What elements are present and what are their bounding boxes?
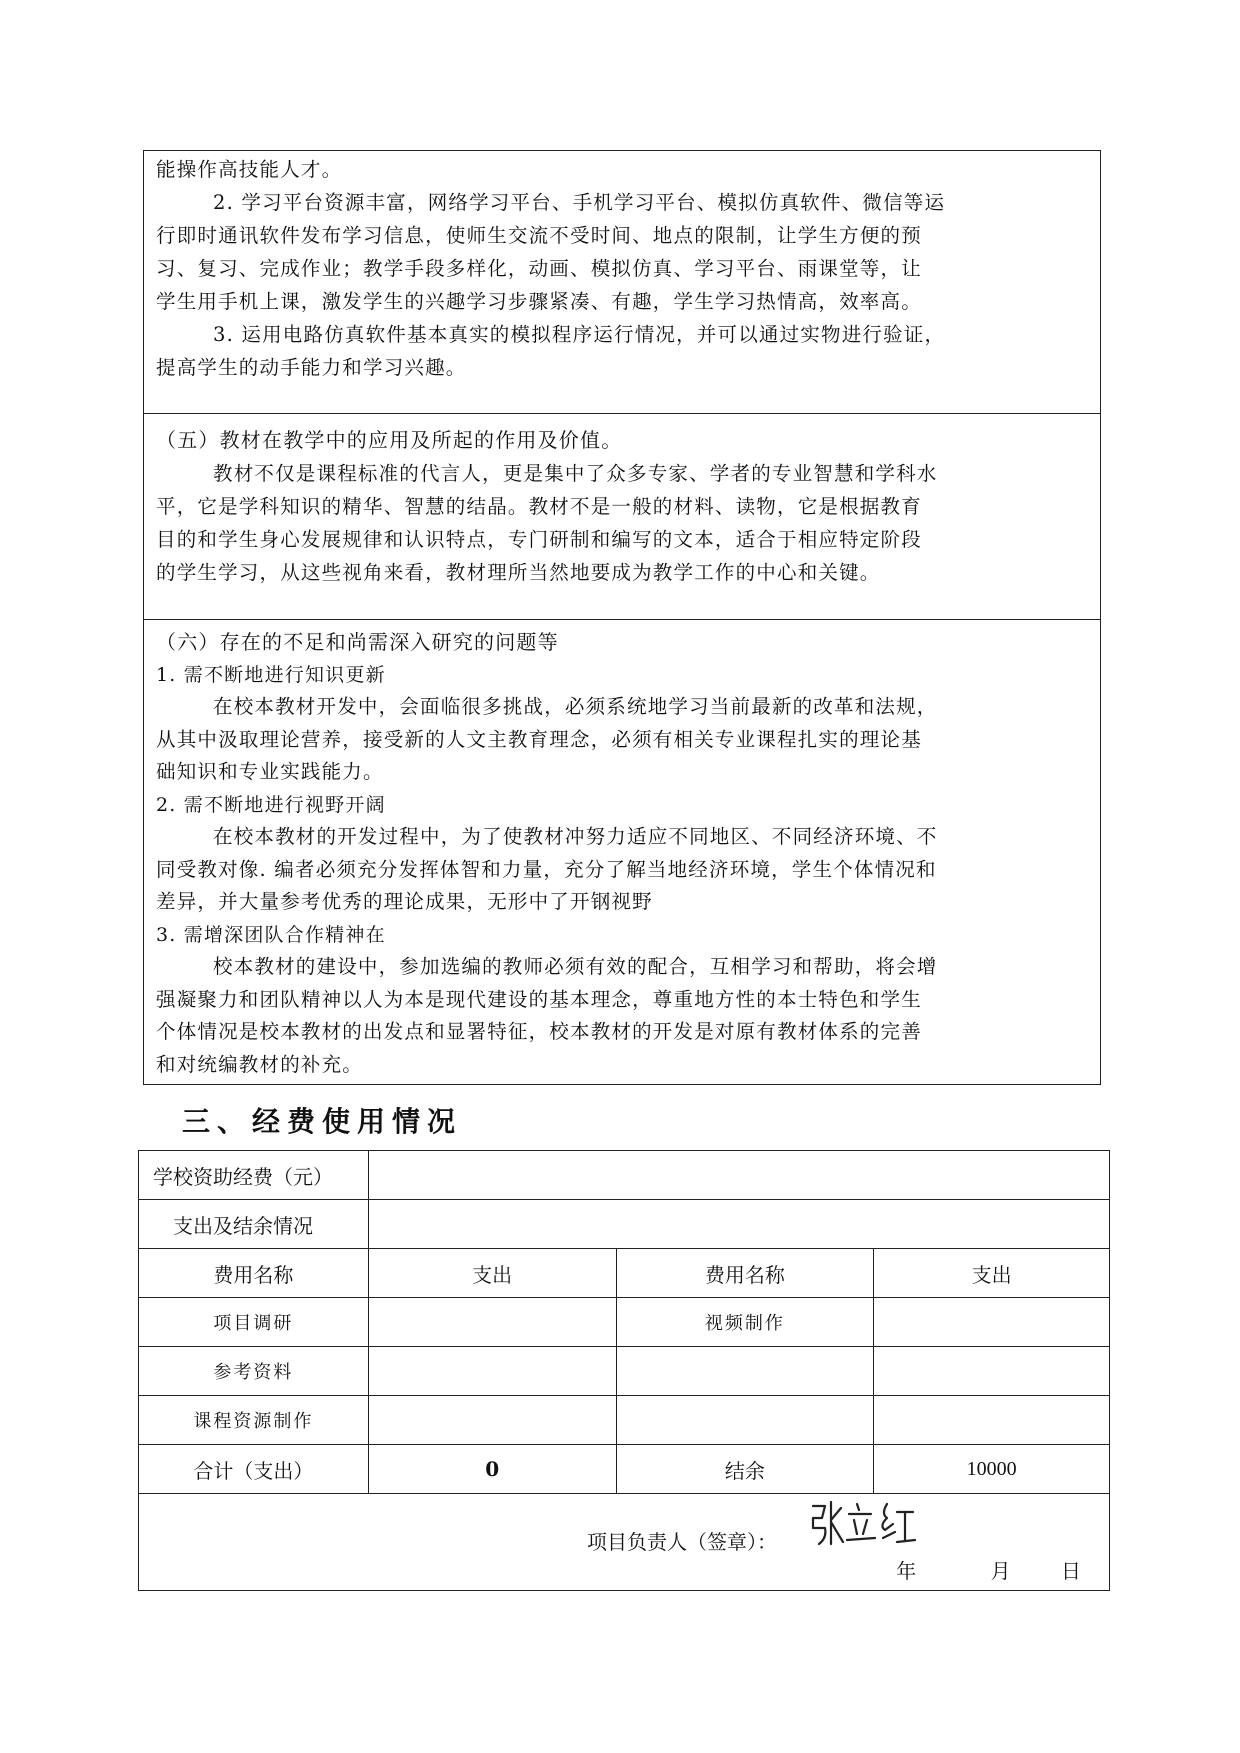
text-line: 教材不仅是课程标准的代言人，更是集中了众多专家、学者的专业智慧和学科水 — [213, 462, 938, 485]
text-line: 能操作高技能人才。 — [156, 158, 343, 181]
text-line: 2. 学习平台资源丰富，网络学习平台、手机学习平台、模拟仿真软件、微信等运 — [213, 191, 946, 214]
section-5-box — [143, 413, 1101, 620]
item-name: 参考资料 — [139, 1347, 369, 1396]
balance-label: 结余 — [616, 1445, 874, 1494]
section-6-heading: （六）存在的不足和尚需深入研究的问题等 — [156, 630, 559, 654]
section-6-text — [156, 626, 938, 1081]
text-line: 同受教对像. 编者必须充分发挥体智和力量，充分了解当地经济环境，学生个体情况和 — [156, 857, 937, 881]
text-line: 和对统编教材的补充。 — [156, 1052, 364, 1076]
item-value[interactable] — [368, 1396, 616, 1445]
text-line: 3. 运用电路仿真软件基本真实的模拟程序运行情况，并可以通过实物进行验证， — [213, 323, 946, 346]
handwritten-signature — [807, 1498, 917, 1550]
total-value: 0 — [368, 1445, 616, 1494]
total-label: 合计（支出） — [139, 1445, 369, 1494]
item-name — [616, 1396, 874, 1445]
text-line: 校本教材的建设中，参加选编的教师必须有效的配合，互相学习和帮助，将会增 — [213, 955, 938, 978]
section-1-text — [156, 153, 945, 384]
item-name: 课程资源制作 — [139, 1396, 369, 1445]
summary-label: 支出及结余情况 — [139, 1200, 369, 1249]
text-line: 习、复习、完成作业；教学手段多样化，动画、模拟仿真、学习平台、雨课堂等，让 — [156, 257, 922, 280]
text-line: 差异，并大量参考优秀的理论成果，无形中了开钢视野 — [156, 890, 653, 913]
date-day: 日 — [1061, 1559, 1083, 1583]
section-5-text — [156, 424, 938, 589]
col-header-name: 费用名称 — [139, 1249, 369, 1298]
fees-section-title: 三、经费使用情况 — [182, 1105, 463, 1138]
funding-label: 学校资助经费（元） — [139, 1151, 369, 1200]
text-line: 学生用手机上课，激发学生的兴趣学习步骤紧凑、有趣，学生学习热情高，效率高。 — [156, 290, 922, 313]
text-line: 在校本教材的开发过程中，为了使教材冲努力适应不同地区、不同经济环境、不 — [213, 825, 938, 848]
item-name — [616, 1347, 874, 1396]
table-row — [139, 1298, 1110, 1347]
text-line: 目的和学生身心发展规律和认识特点，专门研制和编写的文本，适合于相应特定阶段 — [156, 528, 922, 551]
subheading-3: 3. 需增深团队合作精神在 — [156, 923, 386, 946]
item-value[interactable] — [874, 1396, 1110, 1445]
col-header-name: 费用名称 — [616, 1249, 874, 1298]
text-line: 在校本教材开发中，会面临很多挑战，必须系统地学习当前最新的改革和法规， — [213, 695, 938, 718]
text-line: 提高学生的动手能力和学习兴趣。 — [156, 356, 467, 379]
text-line: 平，它是学科知识的精华、智慧的结晶。教材不是一般的材料、读物，它是根据教育 — [156, 495, 922, 518]
section-6-box — [143, 619, 1101, 1085]
balance-value: 10000 — [874, 1445, 1110, 1494]
section-1-box — [143, 150, 1101, 414]
subheading-2: 2. 需不断地进行视野开阔 — [156, 793, 386, 816]
date-month: 月 — [990, 1559, 1013, 1583]
signature-row — [139, 1494, 1110, 1591]
signature-cell — [139, 1494, 1110, 1591]
text-line: 行即时通讯软件发布学习信息，使师生交流不受时间、地点的限制，让学生方便的预 — [156, 224, 922, 247]
table-row — [139, 1396, 1110, 1445]
text-line: 的学生学习，从这些视角来看，教材理所当然地要成为教学工作的中心和关键。 — [156, 561, 881, 584]
total-row — [139, 1445, 1110, 1494]
funding-value[interactable] — [368, 1151, 1109, 1200]
item-name: 视频制作 — [616, 1298, 874, 1347]
summary-row — [139, 1200, 1110, 1249]
signer-label: 项目负责人（签章）： — [587, 1530, 777, 1554]
header-row — [139, 1249, 1110, 1298]
date-line — [896, 1555, 1083, 1584]
fee-table — [138, 1150, 1110, 1591]
item-name: 项目调研 — [139, 1298, 369, 1347]
date-year: 年 — [896, 1559, 919, 1583]
text-line: 个体情况是校本教材的出发点和显署特征，校本教材的开发是对原有教材体系的完善 — [156, 1020, 922, 1043]
item-value[interactable] — [874, 1298, 1110, 1347]
col-header-spend: 支出 — [368, 1249, 616, 1298]
subheading-1: 1. 需不断地进行知识更新 — [156, 663, 386, 686]
table-row — [139, 1347, 1110, 1396]
col-header-spend: 支出 — [874, 1249, 1110, 1298]
funding-row — [139, 1151, 1110, 1200]
item-value[interactable] — [368, 1347, 616, 1396]
section-5-heading: （五）教材在教学中的应用及所起的作用及价值。 — [156, 428, 623, 452]
text-line: 础知识和专业实践能力。 — [156, 760, 384, 783]
text-line: 从其中汲取理论营养，接受新的人文主教育理念，必须有相关专业课程扎实的理论基 — [156, 727, 922, 751]
item-value[interactable] — [874, 1347, 1110, 1396]
item-value[interactable] — [368, 1298, 616, 1347]
summary-value[interactable] — [368, 1200, 1109, 1249]
text-line: 强凝聚力和团队精神以人为本是现代建设的基本理念，尊重地方性的本士特色和学生 — [156, 987, 922, 1011]
